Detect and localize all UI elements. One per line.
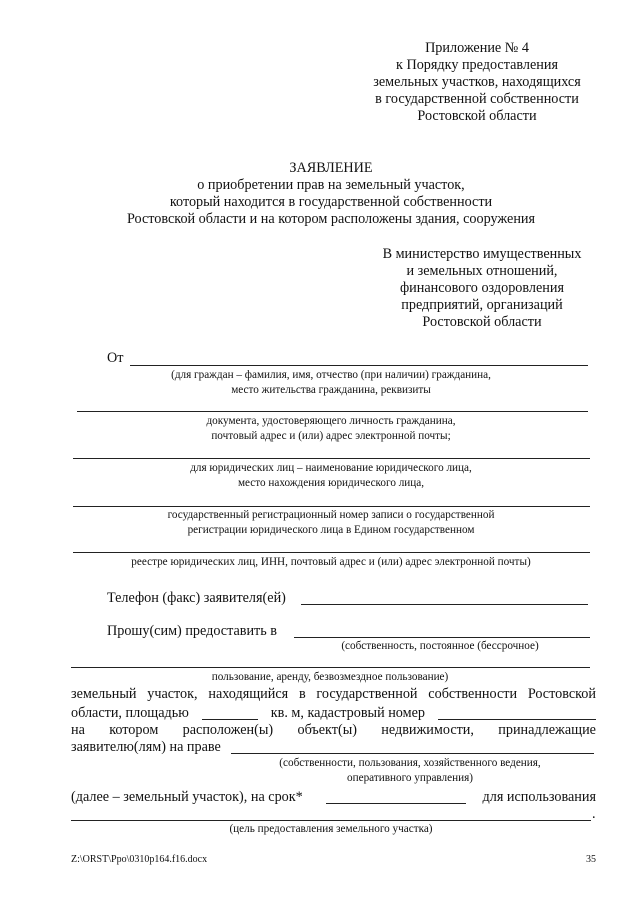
area-label: области, площадью <box>71 705 189 721</box>
applicant-hint-7: государственный регистрационный номер записи о государственной <box>167 509 495 521</box>
register-inn-field[interactable] <box>73 552 590 553</box>
right-basis-label: заявителю(лям) на праве <box>71 739 221 755</box>
body-line-3 <box>71 722 596 739</box>
body-word: государственной <box>316 686 418 702</box>
appendix-line-4: в государственной собственности <box>375 91 579 107</box>
phone-label: Телефон (факс) заявителя(ей) <box>107 590 286 606</box>
body-word: котором <box>109 722 159 738</box>
right-basis-field[interactable] <box>231 753 594 754</box>
registration-number-field[interactable] <box>73 506 590 507</box>
applicant-hint-6: место нахождения юридического лица, <box>237 477 425 489</box>
applicant-hint-2: место жительства гражданина, реквизиты <box>231 384 431 396</box>
applicant-name-field[interactable] <box>130 365 588 366</box>
term-label: (далее – земельный участок), на срок* <box>71 789 303 805</box>
body-word: Ростовской <box>527 686 596 702</box>
body-word: объект(ы) <box>297 722 357 738</box>
body-word: принадлежащие <box>498 722 596 738</box>
applicant-hint-4: почтовый адрес и (или) адрес электронной почты; <box>211 430 451 442</box>
applicant-hint-1: (для граждан – фамилия, имя, отчество (при наличии) гражданина, <box>171 369 491 381</box>
body-word: расположен(ы) <box>182 722 274 738</box>
area-field[interactable] <box>202 705 258 720</box>
body-word: участок, <box>147 686 198 702</box>
request-label: Прошу(сим) предоставить в <box>107 623 277 639</box>
applicant-hint-9: реестре юридических лиц, ИНН, почтовый адрес и (или) адрес электронной почты) <box>131 556 531 568</box>
applicant-document-field[interactable] <box>77 411 588 412</box>
right-type-field[interactable] <box>294 637 590 638</box>
appendix-line-3: земельных участков, находящихся <box>373 74 581 90</box>
request-hint-2: пользование, аренду, безвозмездное пользование) <box>211 671 449 683</box>
right-basis-hint-1: (собственности, пользования, хозяйственного ведения, <box>279 757 541 769</box>
purpose-field[interactable] <box>71 820 591 821</box>
phone-field[interactable] <box>301 604 588 605</box>
appendix-line-5: Ростовской области <box>417 108 537 124</box>
recipient-line-5: Ростовской области <box>422 314 542 330</box>
document-title: ЗАЯВЛЕНИЕ <box>289 160 373 176</box>
usage-label: для использования <box>482 789 596 805</box>
purpose-hint: (цель предоставления земельного участка) <box>229 823 433 835</box>
from-label: От <box>107 350 124 366</box>
body-word: недвижимости, <box>381 722 474 738</box>
recipient-line-4: предприятий, организаций <box>401 297 563 313</box>
body-word: земельный <box>71 686 137 702</box>
title-line-3: Ростовской области и на котором расположены здания, сооружения <box>126 211 536 227</box>
appendix-line-1: Приложение № 4 <box>425 40 529 56</box>
right-type-field-continued[interactable] <box>71 667 590 668</box>
body-line-2 <box>71 705 596 722</box>
applicant-hint-5: для юридических лиц – наименование юридического лица, <box>190 462 472 474</box>
body-line-1 <box>71 686 596 703</box>
footer-file-path: Z:\ORST\Ppo\0310p164.f16.docx <box>71 854 208 865</box>
body-word: собственности <box>428 686 518 702</box>
recipient-line-3: финансового оздоровления <box>399 280 565 296</box>
appendix-line-2: к Порядку предоставления <box>396 57 558 73</box>
title-line-2: который находится в государственной собственности <box>169 194 493 210</box>
body-word: в <box>298 686 306 702</box>
legal-entity-name-field[interactable] <box>73 458 590 459</box>
right-basis-hint-2: оперативного управления) <box>347 772 473 784</box>
body-word: на <box>71 722 85 738</box>
cadastral-number-field[interactable] <box>438 705 596 720</box>
page-number: 35 <box>586 854 596 865</box>
recipient-line-2: и земельных отношений, <box>406 263 558 279</box>
request-hint-1: (собственность, постоянное (бессрочное) <box>341 640 539 652</box>
body-word: находящийся <box>208 686 289 702</box>
term-field[interactable] <box>326 803 466 804</box>
applicant-hint-3: документа, удостоверяющего личность гражданина, <box>206 415 456 427</box>
applicant-hint-8: регистрации юридического лица в Едином государственном <box>187 524 475 536</box>
purpose-period: . <box>592 806 596 822</box>
title-line-1: о приобретении прав на земельный участок, <box>197 177 465 193</box>
recipient-line-1: В министерство имущественных <box>382 246 582 262</box>
cadastral-label: кв. м, кадастровый номер <box>270 705 425 721</box>
